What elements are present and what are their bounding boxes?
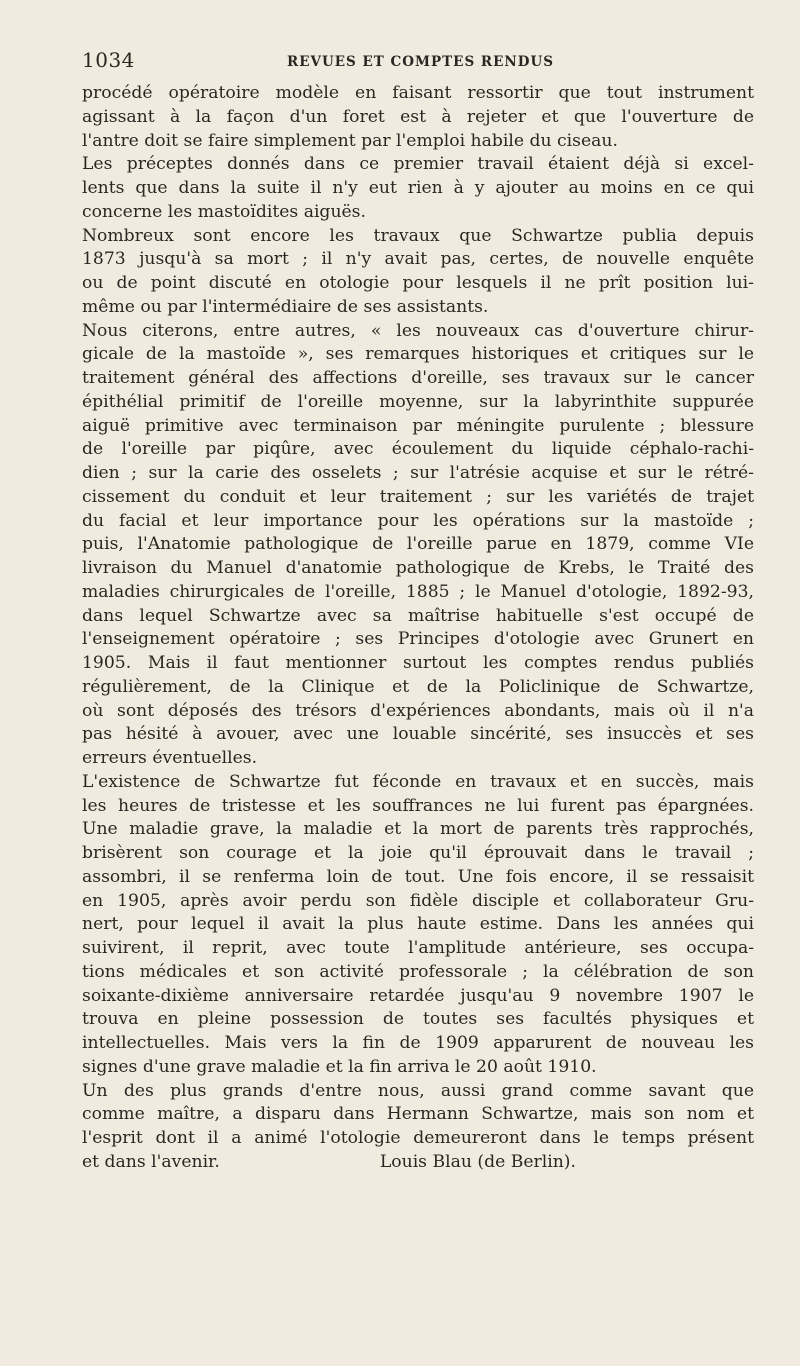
text-line: intellectuelles. Mais vers la fin de 1909 apparurent de nouveau les [82, 1033, 754, 1053]
text-line: ou de point discuté en otologie pour lesquels il ne prît position lui- [82, 273, 754, 293]
text-line: les heures de tristesse et les souffrances ne lui furent pas épargnées. [82, 795, 754, 816]
text-line: en 1905, après avoir perdu son fidèle disciple et collaborateur Gru- [82, 890, 754, 911]
text-line: 1873 jusqu'à sa mort ; il n'y avait pas, certes, de nouvelle enquête [82, 249, 754, 270]
page-number: 1034 [82, 48, 135, 72]
text-line: Les préceptes donnés dans ce premier travail étaient déjà si excel- [82, 154, 754, 175]
text-line: où sont déposés des trésors d'expériences abondants, mais où il n'a [82, 700, 754, 721]
text-line: 1905. Mais il faut mentionner surtout les comptes rendus publiés [82, 653, 754, 673]
text-line: livraison du Manuel d'anatomie pathologique de Krebs, le Traité des [82, 558, 754, 578]
text-line: Une maladie grave, la maladie et la mort de parents très rapprochés, [82, 819, 754, 840]
text-line: l'esprit dont il a animé l'otologie demeureront dans le temps présent [82, 1128, 754, 1148]
text-line: brisèrent son courage et la joie qu'il éprouvait dans le travail ; [82, 843, 754, 863]
text-line: cissement du conduit et leur traitement ; sur les variétés de trajet [82, 486, 754, 507]
text-line: maladies chirurgicales de l'oreille, 1885 ; le Manuel d'otologie, 1892-93, [82, 581, 754, 602]
text-line: signes d'une grave maladie et la fin arriva le 20 août 1910. [82, 1056, 597, 1077]
text-line: Nous citerons, entre autres, « les nouveaux cas d'ouverture chirur- [82, 320, 754, 341]
text-line: L'existence de Schwartze fut féconde en travaux et en succès, mais [82, 771, 754, 792]
text-line: lents que dans la suite il n'y eut rien à y ajouter au moins en ce qui [82, 178, 754, 198]
body-text [82, 82, 754, 1175]
text-line: comme maître, a disparu dans Hermann Schwartze, mais son nom et [82, 1104, 754, 1125]
text-line: suivirent, il reprit, avec toute l'amplitude antérieure, ses occupa- [82, 938, 754, 958]
text-line: dans lequel Schwartze avec sa maîtrise habituelle s'est occupé de [82, 605, 754, 626]
text-line: pas hésité à avouer, avec une louable sincérité, ses insuccès et ses [82, 724, 754, 745]
text-line: agissant à la façon d'un foret est à rejeter et que l'ouverture de [82, 106, 754, 127]
text-line: de l'oreille par piqûre, avec écoulement du liquide céphalo-rachi- [82, 439, 754, 460]
running-head: REVUES ET COMPTES RENDUS [287, 54, 554, 70]
text-line: Nombreux sont encore les travaux que Schwartze publia depuis [82, 225, 754, 246]
text-line: concerne les mastoïdites aiguës. [82, 201, 366, 222]
closing-text: et dans l'avenir. [82, 1151, 220, 1172]
author-signature: Louis Blau (de Berlin). [379, 1151, 576, 1172]
text-line: Un des plus grands d'entre nous, aussi grand comme savant que [82, 1080, 754, 1101]
text-line: nert, pour lequel il avait la plus haute estime. Dans les années qui [82, 914, 754, 935]
text-line: même ou par l'intermédiaire de ses assistants. [82, 296, 489, 317]
text-line: erreurs éventuelles. [82, 748, 258, 768]
text-block [82, 82, 754, 1175]
text-line: tions médicales et son activité professorale ; la célébration de son [82, 961, 754, 982]
text-line: l'enseignement opératoire ; ses Principes d'otologie avec Grunert en [82, 629, 754, 650]
text-line: épithélial primitif de l'oreille moyenne, sur la labyrinthite suppurée [82, 391, 754, 412]
page-header [82, 48, 752, 78]
text-line: régulièrement, de la Clinique et de la Policlinique de Schwartze, [82, 676, 754, 697]
closing-line [82, 1151, 754, 1175]
text-line: trouva en pleine possession de toutes ses facultés physiques et [82, 1009, 754, 1030]
text-line: du facial et leur importance pour les opérations sur la mastoïde ; [82, 510, 754, 531]
text-line: soixante-dixième anniversaire retardée jusqu'au 9 novembre 1907 le [82, 985, 754, 1006]
text-line: procédé opératoire modèle en faisant ressortir que tout instrument [82, 83, 754, 103]
text-line: gicale de la mastoïde », ses remarques historiques et critiques sur le [82, 344, 754, 365]
text-line: puis, l'Anatomie pathologique de l'oreille parue en 1879, comme VIe [82, 534, 754, 555]
text-line: aiguë primitive avec terminaison par méningite purulente ; blessure [82, 415, 754, 436]
text-line: dien ; sur la carie des osselets ; sur l'atrésie acquise et sur le rétré- [82, 463, 754, 483]
text-line: traitement général des affections d'oreille, ses travaux sur le cancer [82, 368, 754, 388]
text-line: assombri, il se renferma loin de tout. Une fois encore, il se ressaisit [82, 866, 754, 887]
text-line: l'antre doit se faire simplement par l'emploi habile du ciseau. [82, 130, 618, 151]
